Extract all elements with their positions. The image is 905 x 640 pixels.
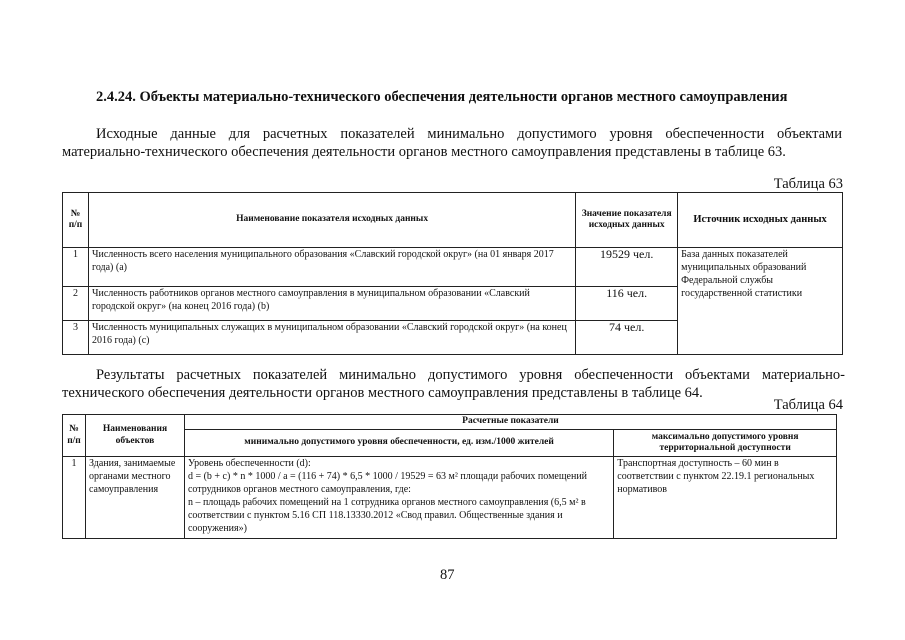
- table-64: [62, 414, 837, 539]
- t63-row-1-num: 1: [63, 248, 89, 287]
- t64-min-line-3: n – площадь рабочих помещений на 1 сотрудника органов местного самоуправления (6,5 м² в соответствии с пунктом 5.16 СП 118.13330.2012 «Свод правил. Общественные здания и сооружения»): [187, 497, 586, 534]
- table-row: [63, 248, 843, 287]
- t63-header-name: Наименование показателя исходных данных: [88, 193, 575, 248]
- t63-row-3-value: 74 чел.: [576, 321, 678, 355]
- table-64-caption: Таблица 64: [773, 397, 843, 413]
- t64-header-name: Наименования объектов: [85, 415, 184, 457]
- t63-header-source: Источник исходных данных: [678, 193, 843, 248]
- page-number: 87: [440, 567, 455, 583]
- t64-min-line-1: Уровень обеспеченности (d):: [187, 458, 311, 469]
- t63-row-2-num: 2: [63, 287, 89, 321]
- table-63: [62, 192, 843, 355]
- t63-source: База данных показателей муниципальных образований Федеральной службы государственной статистики: [678, 248, 843, 355]
- t63-row-1-value: 19529 чел.: [576, 248, 678, 287]
- t64-header-group: Расчетные показатели: [184, 415, 836, 430]
- t63-row-3-name: Численность муниципальных служащих в муниципальном образовании «Славский городской округ» (на конец 2016 года) (c): [88, 321, 575, 355]
- intro-line-1: Исходные данные для расчетных показателей минимально допустимого уровня обеспеченности объектами: [96, 126, 842, 142]
- t64-row-1-num: 1: [63, 457, 86, 539]
- t64-row-1-min: [184, 457, 613, 539]
- results-line-2: технического обеспечения деятельности органов местного самоуправления представлены в таблице 64.: [62, 385, 703, 401]
- t64-row-1-max: Транспортная доступность – 60 мин в соответствии с пунктом 22.19.1 региональных нормативов: [614, 457, 837, 539]
- t64-min-line-2: d = (b + c) * n * 1000 / a = (116 + 74) * 6,5 * 1000 / 19529 = 63 м² площади рабочих помещений сотрудников органов местного самоуправления, где:: [187, 471, 588, 495]
- t63-row-2-name: Численность работников органов местного самоуправления в муниципальном образовании «Славский городской округ» (на конец 2016 года) (b): [88, 287, 575, 321]
- results-paragraph: [62, 366, 845, 402]
- section-heading: 2.4.24. Объекты материально-технического обеспечения деятельности органов местного самоуправления: [96, 89, 788, 105]
- t63-row-3-num: 3: [63, 321, 89, 355]
- t63-row-2-value: 116 чел.: [576, 287, 678, 321]
- t64-header-min: минимально допустимого уровня обеспеченности, ед. изм./1000 жителей: [184, 430, 613, 457]
- t63-header-num: № п/п: [63, 193, 89, 248]
- intro-line-2: материально-технического обеспечения деятельности органов местного самоуправления представлены в таблице 63.: [62, 144, 786, 160]
- results-line-1: Результаты расчетных показателей минимально допустимого уровня обеспеченности объектами материально-: [96, 367, 845, 383]
- table-row: [63, 457, 837, 539]
- table-63-caption: Таблица 63: [773, 176, 843, 192]
- t63-header-value: Значение показателя исходных данных: [576, 193, 678, 248]
- intro-paragraph: [62, 125, 842, 161]
- t63-row-1-name: Численность всего населения муниципального образования «Славский городской округ» (на 01 января 2017 года) (a): [88, 248, 575, 287]
- t64-header-max: максимально допустимого уровня территориальной доступности: [614, 430, 837, 457]
- t64-header-num: № п/п: [63, 415, 86, 457]
- t64-row-1-name: Здания, занимаемые органами местного самоуправления: [85, 457, 184, 539]
